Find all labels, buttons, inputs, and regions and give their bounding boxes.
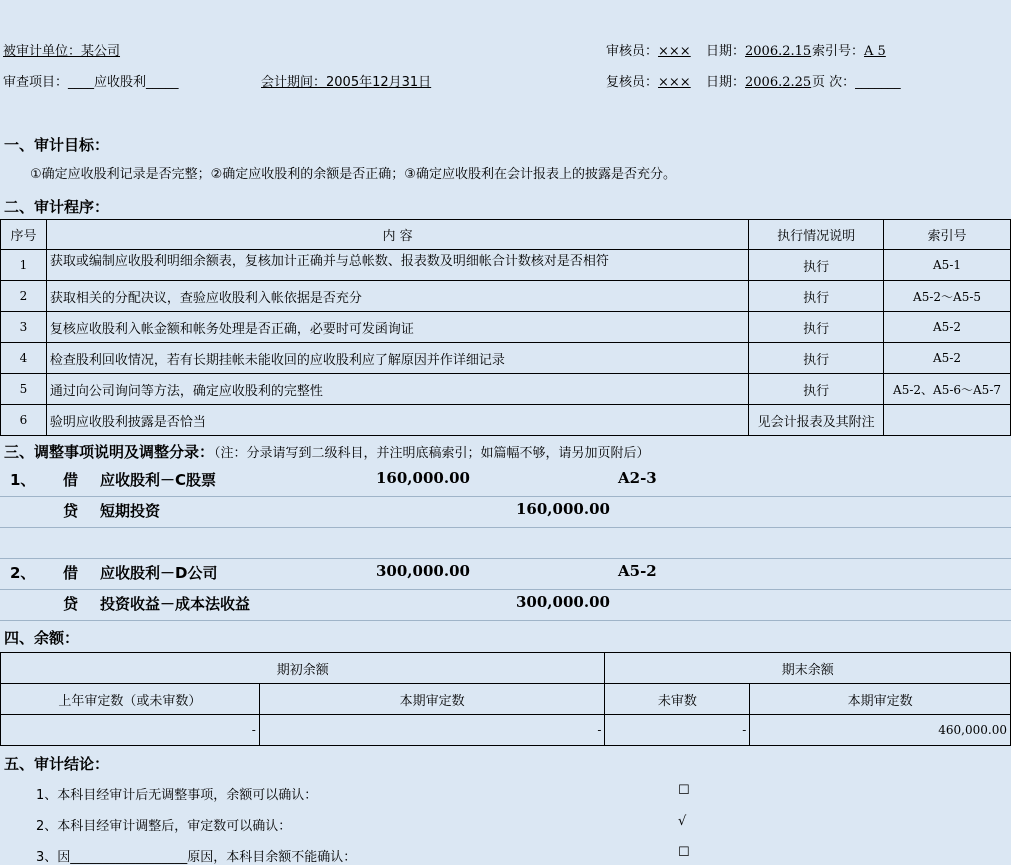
page-number: 页 次：_______	[812, 75, 901, 90]
row-index: A5-1	[884, 250, 1011, 281]
col-no: 序号	[1, 220, 47, 250]
row-content: 检查股利回收情况，若有长期挂帐未能收回的应收股利应了解原因并作详细记录	[46, 343, 748, 374]
review-date: 日期：2006.2.15	[706, 44, 812, 59]
row-status: 执行	[749, 250, 884, 281]
closing-balance-header: 期末余额	[605, 653, 1011, 684]
row-content: 获取或编制应收股利明细余额表，复核加计正确并与总帐数、报表数及明细帐合计数核对是否相符	[46, 250, 748, 281]
row-content: 获取相关的分配决议，查验应收股利入帐依据是否充分	[46, 281, 748, 312]
col-current-audited: 本期审定数	[259, 684, 605, 715]
debit-amount: 300,000.00	[376, 562, 470, 580]
row-no: 5	[1, 374, 47, 405]
row-index	[884, 405, 1011, 436]
checkbox-empty-icon[interactable]: ☐	[678, 783, 690, 798]
debit-label: 借	[63, 471, 79, 489]
row-content: 复核应收股利入帐金额和帐务处理是否正确，必要时可发函询证	[46, 312, 748, 343]
row-status: 见会计报表及其附注	[749, 405, 884, 436]
row-no: 4	[1, 343, 47, 374]
credit-label: 贷	[63, 502, 79, 520]
value-current-audited: -	[259, 715, 605, 746]
row-index: A5-2、A5-6～A5-7	[884, 374, 1011, 405]
table-row	[1, 405, 1011, 436]
col-unaudited: 未审数	[605, 684, 750, 715]
audited-unit: 被审计单位：某公司	[3, 44, 121, 59]
checkmark-icon[interactable]: √	[678, 814, 687, 829]
col-status: 执行情况说明	[749, 220, 884, 250]
reviewer: 审核员：×××	[606, 44, 691, 59]
section3-note: （注：分录请写到二级科目，并注明底稿索引；如篇幅不够，请另加页附后）	[214, 446, 650, 461]
table-row	[1, 250, 1011, 281]
row-no: 1	[1, 250, 47, 281]
row-index: A5-2	[884, 312, 1011, 343]
entry-no: 2、	[10, 564, 36, 582]
table-row	[1, 374, 1011, 405]
conclusion-1-text: 1、本科目经审计后无调整事项，余额可以确认：	[36, 788, 318, 803]
row-index: A5-2	[884, 343, 1011, 374]
row-no: 6	[1, 405, 47, 436]
entry-ref: A5-2	[618, 562, 657, 580]
credit-account: 投资收益－成本法收益	[100, 595, 251, 613]
audit-item: 审查项目：____应收股利_____	[3, 75, 179, 90]
debit-label: 借	[63, 564, 79, 582]
section5-title: 五、审计结论：	[4, 755, 110, 773]
row-index: A5-2～A5-5	[884, 281, 1011, 312]
entry-no: 1、	[10, 471, 36, 489]
credit-amount: 160,000.00	[516, 500, 610, 518]
row-status: 执行	[749, 312, 884, 343]
procedure-table	[0, 219, 1011, 436]
accounting-period: 会计期间：2005年12月31日	[261, 75, 432, 90]
table-row	[1, 343, 1011, 374]
divider	[0, 558, 1011, 559]
row-content: 验明应收股利披露是否恰当	[46, 405, 748, 436]
procedure-table-header	[1, 220, 1011, 250]
credit-label: 贷	[63, 595, 79, 613]
credit-account: 短期投资	[100, 502, 161, 520]
row-status: 执行	[749, 281, 884, 312]
section3-heading	[4, 441, 650, 462]
col-content: 内 容	[46, 220, 748, 250]
divider	[0, 496, 1011, 497]
entry-ref: A2-3	[618, 469, 657, 487]
row-status: 执行	[749, 374, 884, 405]
col-prior-audited: 上年审定数（或未审数）	[1, 684, 260, 715]
section4-title: 四、余额：	[4, 629, 80, 647]
debit-amount: 160,000.00	[376, 469, 470, 487]
row-no: 2	[1, 281, 47, 312]
row-content: 通过向公司询问等方法，确定应收股利的完整性	[46, 374, 748, 405]
section3-title: 三、调整事项说明及调整分录：	[4, 443, 215, 461]
col-closing-audited: 本期审定数	[750, 684, 1011, 715]
value-prior-audited: -	[1, 715, 260, 746]
value-closing-audited: 460,000.00	[750, 715, 1011, 746]
rechecker: 复核员：×××	[606, 75, 691, 90]
divider	[0, 589, 1011, 590]
conclusion-3-text: 3、因__________________原因，本科目余额不能确认：	[36, 850, 357, 865]
table-row	[1, 281, 1011, 312]
balance-table	[0, 652, 1011, 746]
section1-title: 一、审计目标：	[4, 136, 110, 154]
credit-amount: 300,000.00	[516, 593, 610, 611]
divider	[0, 527, 1011, 528]
row-status: 执行	[749, 343, 884, 374]
section1-text: ①确定应收股利记录是否完整；②确定应收股利的余额是否正确；③确定应收股利在会计报表上的披露是否充分。	[30, 167, 676, 182]
table-row	[1, 312, 1011, 343]
opening-balance-header: 期初余额	[1, 653, 605, 684]
section2-title: 二、审计程序：	[4, 198, 110, 216]
col-index: 索引号	[884, 220, 1011, 250]
value-unaudited: -	[605, 715, 750, 746]
debit-account: 应收股利－D公司	[100, 564, 218, 582]
recheck-date: 日期：2006.2.25	[706, 75, 812, 90]
checkbox-empty-icon[interactable]: ☐	[678, 845, 690, 860]
debit-account: 应收股利－C股票	[100, 471, 217, 489]
divider	[0, 620, 1011, 621]
conclusion-2-text: 2、本科目经审计调整后，审定数可以确认：	[36, 819, 292, 834]
row-no: 3	[1, 312, 47, 343]
index-number: 索引号：A 5	[812, 44, 886, 59]
